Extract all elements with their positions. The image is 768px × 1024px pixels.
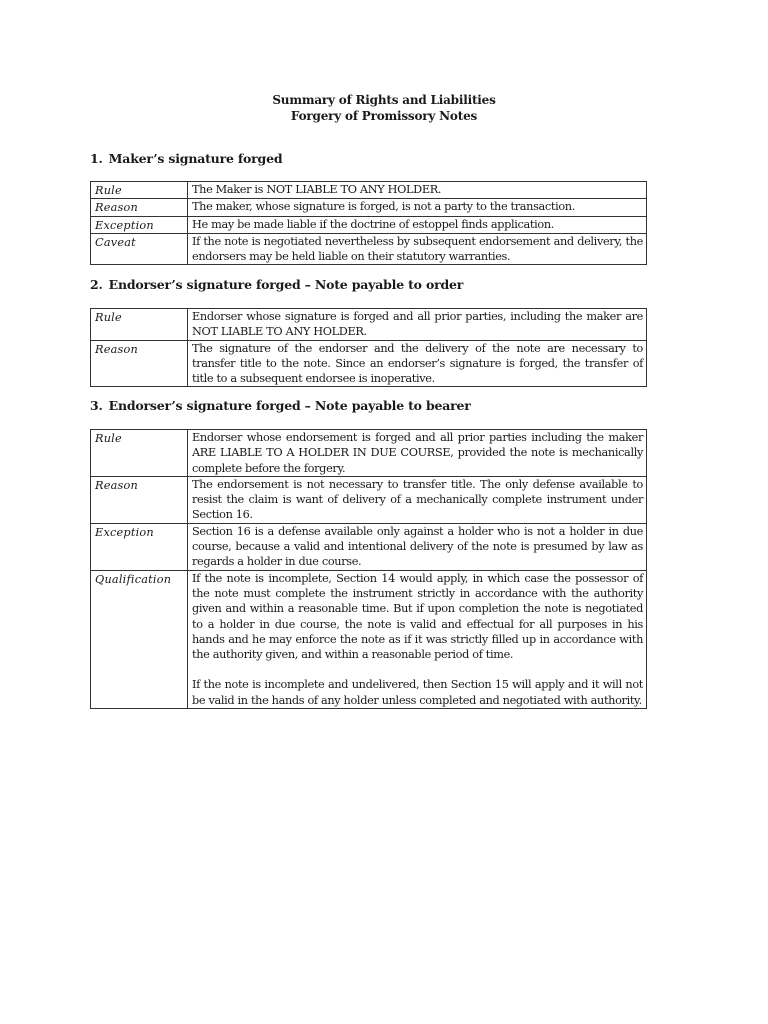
- section-1-table: [90, 181, 647, 265]
- row-label: Caveat: [91, 233, 188, 265]
- row-content: [188, 430, 647, 477]
- document-title-block: [0, 92, 768, 124]
- table-row: [91, 430, 647, 477]
- row-text: If the note is incomplete and undelivered, then Section 15 will apply and it will not be valid in the hands of any holder unless completed and negotiated with authority.: [192, 678, 643, 707]
- row-text: Section 16 is a defense available only against a holder who is not a holder in due course, because a valid and intentional delivery of the note is presumed by law as regards a holder in due course.: [192, 524, 643, 569]
- row-text: Endorser whose signature is forged and all prior parties, including the maker are NOT LIABLE TO ANY HOLDER.: [192, 310, 643, 339]
- row-content: [188, 570, 647, 708]
- section-2-table: [90, 308, 647, 387]
- table-row: [91, 523, 647, 570]
- row-label: Qualification: [91, 570, 188, 708]
- section-title: Maker’s signature forged: [108, 151, 283, 166]
- row-label: Reason: [91, 476, 188, 523]
- row-text: He may be made liable if the doctrine of estoppel finds application.: [192, 217, 554, 231]
- section-number: 1.: [90, 151, 103, 166]
- document-subtitle: Forgery of Promissory Notes: [290, 109, 478, 123]
- table-row: [91, 309, 647, 341]
- row-content: [188, 340, 647, 387]
- row-content: [188, 476, 647, 523]
- table-row: [91, 199, 647, 216]
- row-text: The Maker is NOT LIABLE TO ANY HOLDER.: [192, 183, 442, 196]
- row-text: The signature of the endorser and the delivery of the note are necessary to transfer title to the note. Since an endorser’s signature is forged, the transfer of title to a subsequent endorsee is inoperative.: [192, 341, 643, 386]
- row-text: If the note is incomplete, Section 14 would apply, in which case the possessor of the note must complete the instrument strictly in accordance with the authority given and within a reasonable time. But if upon completion the note is negotiated to a holder in due course, the note is valid and effectual for all purposes in his hands and he may enforce the note as if it was strictly filled up in accordance with the authority given, and within a reasonable period of time.: [192, 571, 643, 662]
- row-content: [188, 233, 647, 265]
- section-number: 2.: [90, 277, 103, 292]
- row-text: Endorser whose endorsement is forged and all prior parties including the maker ARE LIABLE TO A HOLDER IN DUE COURSE, provided the note is mechanically complete before the forgery.: [192, 431, 643, 475]
- row-content: [188, 523, 647, 570]
- table-row: [91, 233, 647, 265]
- row-label: Exception: [91, 523, 188, 570]
- row-content: [188, 182, 647, 199]
- section-3-heading: [90, 398, 471, 414]
- row-label: Reason: [91, 340, 188, 387]
- row-label: Rule: [91, 182, 188, 199]
- row-content: [188, 216, 647, 233]
- section-1-heading: [90, 151, 282, 167]
- table-row: [91, 182, 647, 199]
- row-label: Rule: [91, 309, 188, 341]
- row-text: The endorsement is not necessary to transfer title. The only defense available to resist the claim is want of delivery of a mechanically complete instrument under Section 16.: [192, 477, 643, 522]
- section-title: Endorser’s signature forged – Note payable to order: [108, 277, 464, 292]
- table-row: [91, 476, 647, 523]
- row-content: [188, 199, 647, 216]
- section-title: Endorser’s signature forged – Note payable to bearer: [108, 398, 471, 413]
- row-content: [188, 309, 647, 341]
- row-label: Exception: [91, 216, 188, 233]
- row-label: Reason: [91, 199, 188, 216]
- row-label: Rule: [91, 430, 188, 477]
- row-text: If the note is negotiated nevertheless by subsequent endorsement and delivery, the endorsers may be held liable on their statutory warranties.: [192, 234, 643, 264]
- row-text: The maker, whose signature is forged, is not a party to the transaction.: [192, 200, 575, 214]
- document-title: Summary of Rights and Liabilities: [272, 93, 496, 107]
- table-row: [91, 216, 647, 233]
- section-2-heading: [90, 277, 463, 293]
- section-number: 3.: [90, 398, 103, 413]
- table-row: [91, 570, 647, 708]
- table-row: [91, 340, 647, 387]
- section-3-table: [90, 429, 647, 709]
